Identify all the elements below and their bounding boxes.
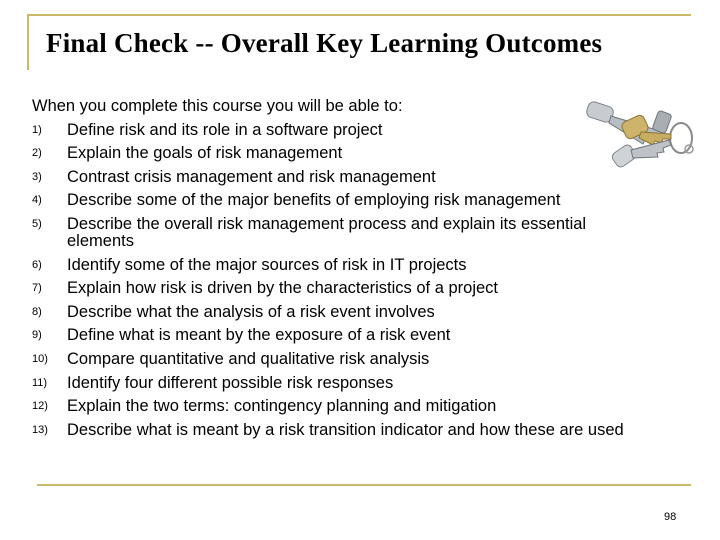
item-number: 6) bbox=[32, 258, 42, 271]
page-number: 98 bbox=[664, 511, 677, 523]
item-text: Identify some of the major sources of risk in IT projects bbox=[67, 255, 467, 274]
item-number: 4) bbox=[32, 194, 42, 207]
list-item bbox=[32, 254, 652, 278]
title-border-vertical bbox=[27, 14, 29, 70]
list-item bbox=[32, 324, 652, 348]
item-text: Define risk and its role in a software project bbox=[67, 120, 383, 139]
item-text: Describe some of the major benefits of employing risk management bbox=[67, 191, 561, 210]
item-number: 1) bbox=[32, 123, 42, 136]
slide-title: Final Check -- Overall Key Learning Outcomes bbox=[46, 28, 603, 58]
item-text: Describe what the analysis of a risk event involves bbox=[67, 302, 435, 321]
item-text: Identify four different possible risk responses bbox=[67, 373, 394, 392]
item-text: Compare quantitative and qualitative risk analysis bbox=[67, 349, 430, 368]
item-number: 5) bbox=[32, 217, 42, 230]
item-text: Explain how risk is driven by the characteristics of a project bbox=[67, 279, 499, 298]
list-item bbox=[32, 166, 652, 190]
item-number: 3) bbox=[32, 170, 42, 183]
intro-text: When you complete this course you will be able to: bbox=[32, 97, 403, 115]
item-number: 2) bbox=[32, 147, 42, 160]
learning-outcomes-list bbox=[32, 119, 652, 443]
slide-body bbox=[32, 95, 652, 442]
item-number: 8) bbox=[32, 305, 42, 318]
list-item bbox=[32, 395, 652, 419]
list-item bbox=[32, 189, 652, 213]
item-text: Define what is meant by the exposure of a risk event bbox=[67, 326, 451, 345]
item-number: 7) bbox=[32, 282, 42, 295]
item-number: 12) bbox=[32, 400, 48, 413]
item-number: 9) bbox=[32, 329, 42, 342]
list-item bbox=[32, 213, 652, 254]
item-text: Explain the two terms: contingency planning and mitigation bbox=[67, 397, 497, 416]
item-text: Describe the overall risk management process and explain its essential elements bbox=[67, 214, 587, 250]
list-item bbox=[32, 142, 652, 166]
title-border-horizontal bbox=[27, 14, 691, 16]
list-item bbox=[32, 119, 652, 143]
item-number: 11) bbox=[32, 376, 48, 389]
item-text: Describe what is meant by a risk transition indicator and how these are used bbox=[67, 420, 624, 439]
item-number: 10) bbox=[32, 352, 48, 365]
item-text: Contrast crisis management and risk management bbox=[67, 167, 436, 186]
list-item bbox=[32, 348, 652, 372]
item-number: 13) bbox=[32, 423, 48, 436]
list-item bbox=[32, 372, 652, 396]
item-text: Explain the goals of risk management bbox=[67, 144, 343, 163]
list-item bbox=[32, 301, 652, 325]
footer-border bbox=[37, 484, 691, 486]
list-item bbox=[32, 277, 652, 301]
list-item bbox=[32, 419, 652, 443]
